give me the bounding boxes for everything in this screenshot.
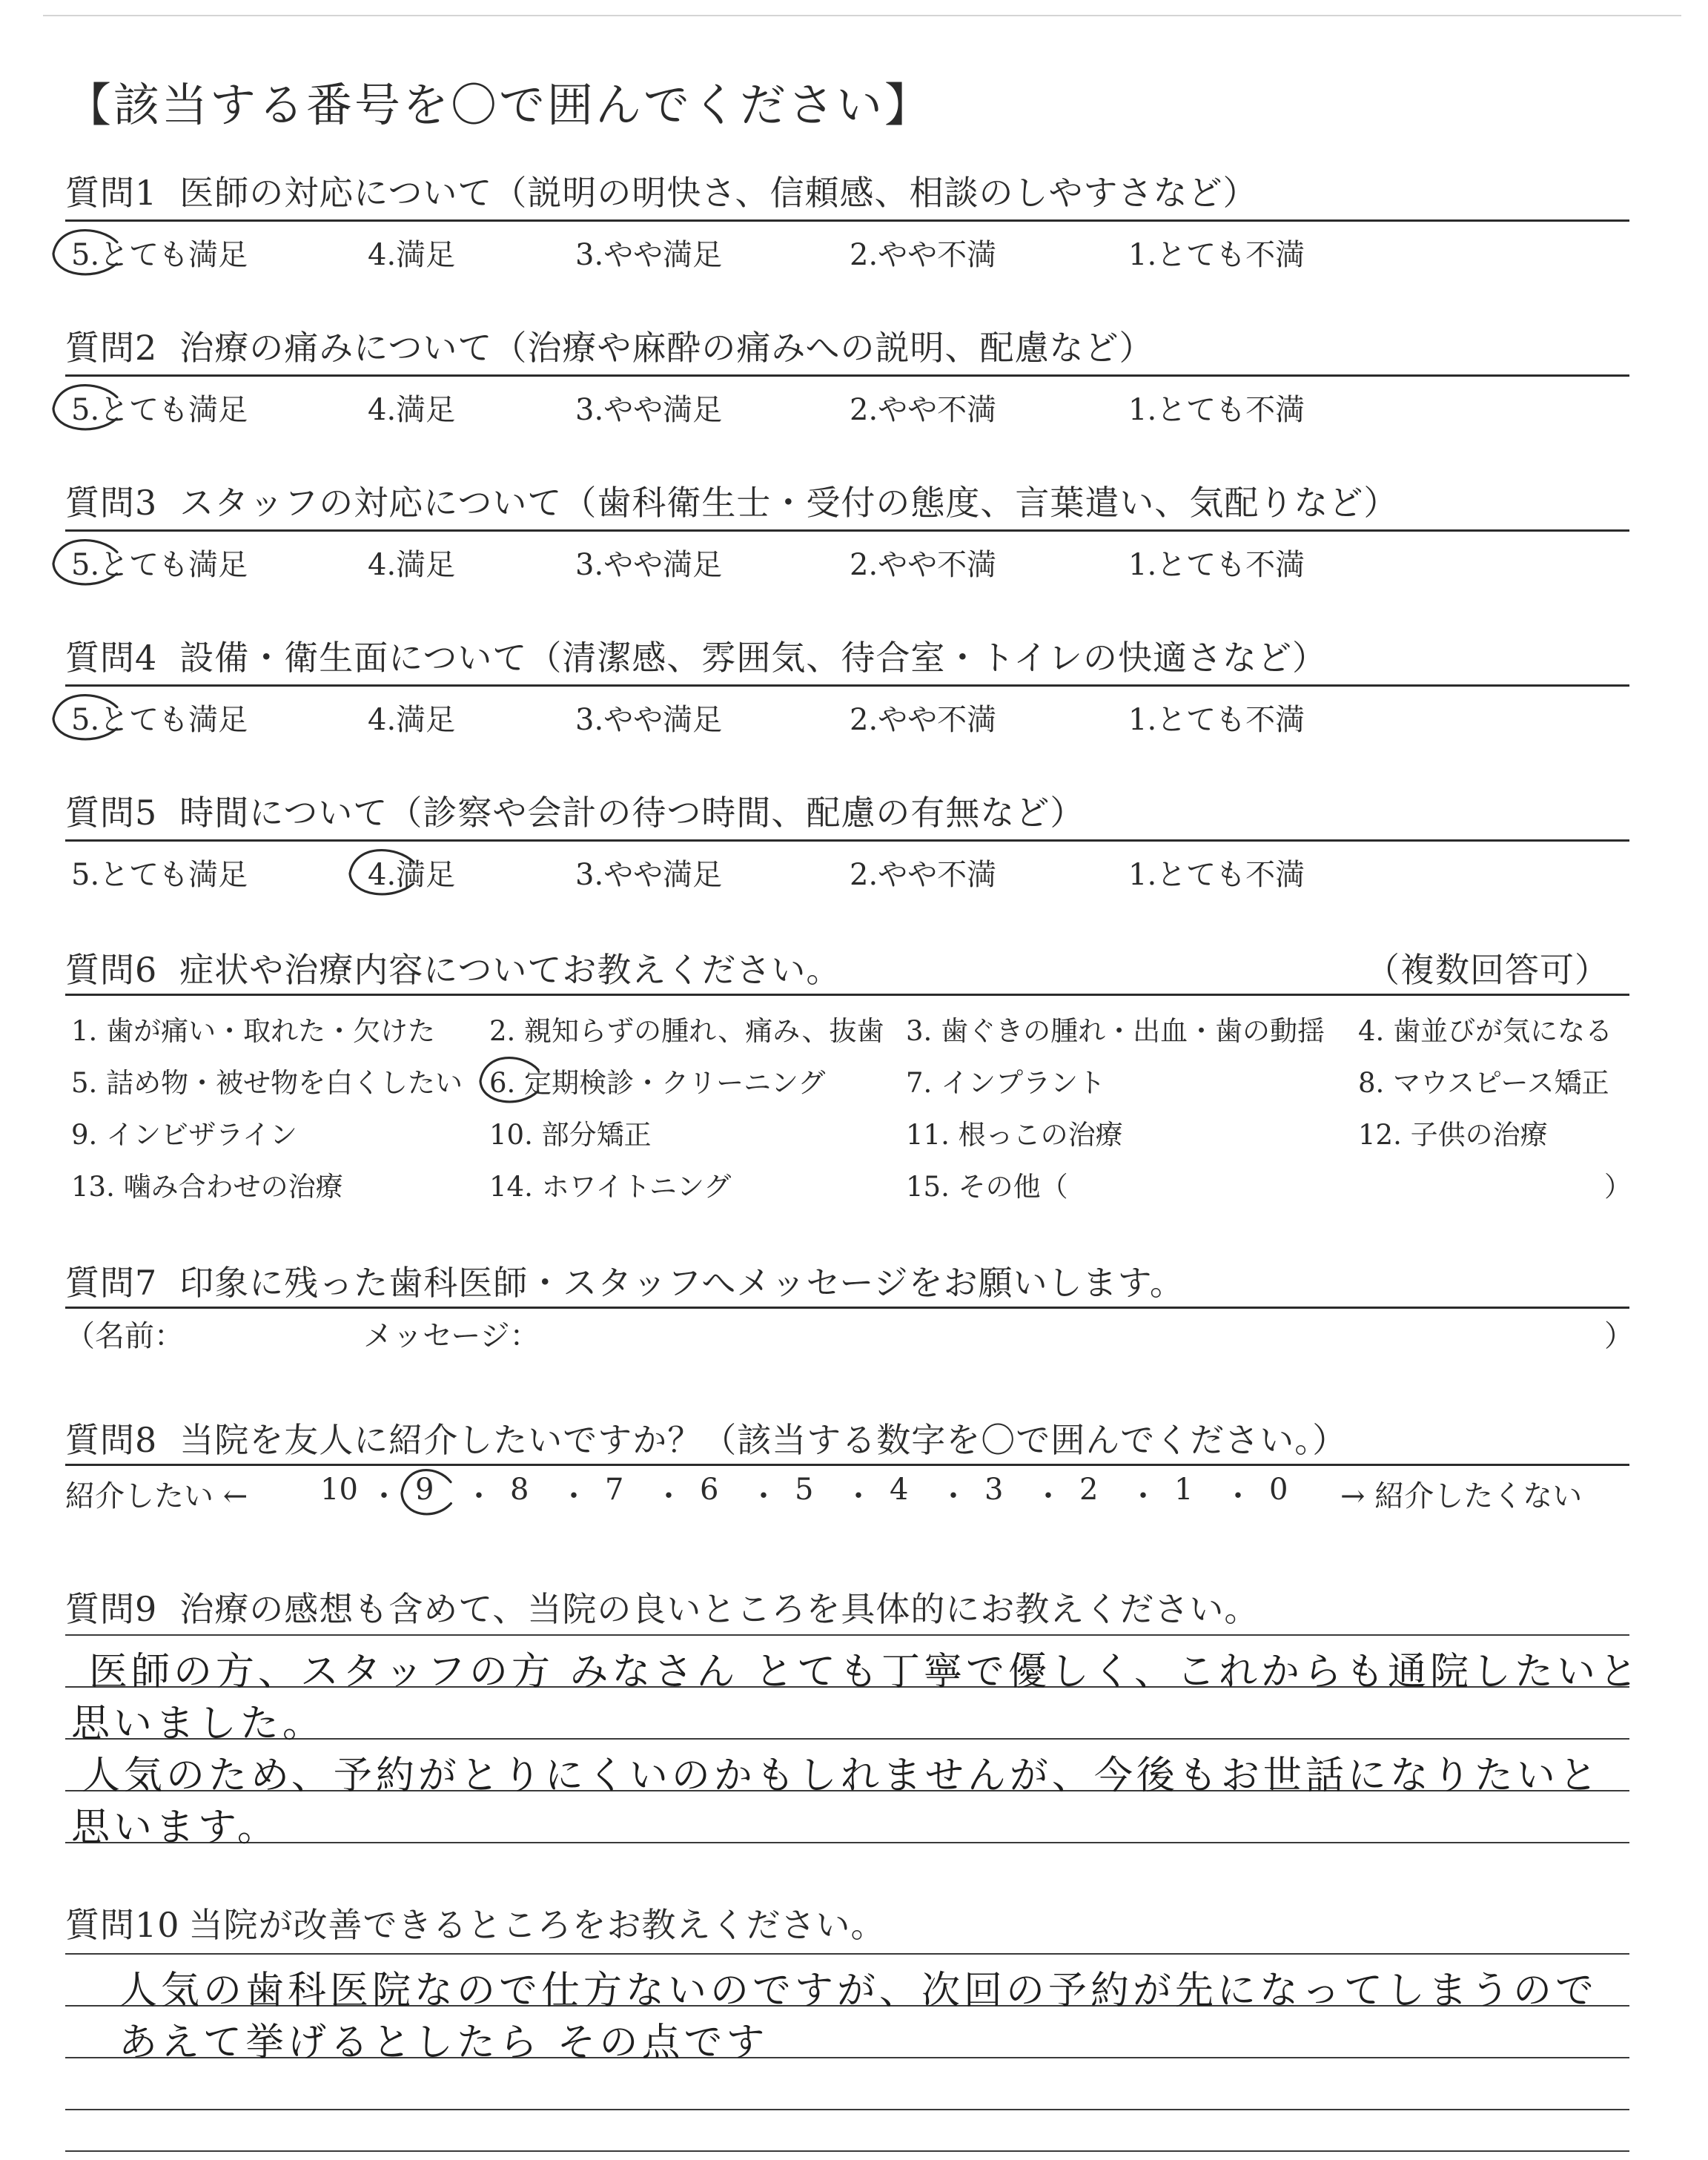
q4-option-4: 4.満足 — [368, 703, 456, 737]
q6-other-close: ） — [1604, 1171, 1632, 1203]
q8-separator: ・ — [844, 1479, 873, 1513]
q6-item-5: 5. 詰め物・被せ物を白くしたい — [71, 1067, 463, 1099]
q6-selection-circle — [471, 1048, 549, 1114]
q4-number: 質問4 — [65, 638, 158, 678]
q8-separator: ・ — [559, 1479, 589, 1513]
q3-option-2: 2.やや不満 — [850, 548, 997, 582]
q8-separator: ・ — [1033, 1479, 1063, 1513]
q6-item-3: 3. 歯ぐきの腫れ・出血・歯の動揺 — [906, 1015, 1325, 1047]
q8-scale-3: 3 — [984, 1473, 1004, 1507]
q8-scale-2: 2 — [1079, 1473, 1099, 1507]
q6-text: 症状や治療内容についてお教えください。 — [179, 950, 841, 990]
q8-separator: ・ — [464, 1479, 494, 1513]
q4-option-3: 3.やや満足 — [575, 703, 723, 737]
q8-scale-1: 1 — [1174, 1473, 1194, 1507]
q7-title — [65, 1256, 1185, 1305]
q6-item-1: 1. 歯が痛い・取れた・欠けた — [71, 1015, 436, 1047]
q1-option-2: 2.やや不満 — [850, 238, 997, 272]
q8-scale-4: 4 — [890, 1473, 909, 1507]
q1-title — [65, 166, 1258, 215]
q1-option-4: 4.満足 — [368, 238, 456, 272]
q2-option-1: 1.とても不満 — [1128, 393, 1305, 427]
q8-right-label: → 紹介したくない — [1340, 1479, 1583, 1513]
q1-number: 質問1 — [65, 173, 158, 213]
q3-selection-circle — [44, 531, 128, 596]
q1-rule — [65, 219, 1629, 222]
q1-option-5: 5.とても満足 — [71, 238, 248, 272]
q1-selection-circle — [44, 221, 128, 286]
q8-scale-6: 6 — [700, 1473, 719, 1507]
q5-number: 質問5 — [65, 793, 158, 833]
q4-option-2: 2.やや不満 — [850, 703, 997, 737]
q9-line-5 — [65, 1842, 1629, 1843]
q8-separator: ・ — [1128, 1479, 1158, 1513]
q1-text: 医師の対応について（説明の明快さ、信頼感、相談のしやすさなど） — [179, 173, 1258, 213]
q3-number: 質問3 — [65, 483, 158, 523]
q7-message-label: メッセージ： — [363, 1319, 540, 1353]
q2-option-5: 5.とても満足 — [71, 393, 248, 427]
q6-item-13: 13. 噛み合わせの治療 — [71, 1171, 343, 1203]
q10-line-1 — [65, 1953, 1629, 1955]
q3-text: スタッフの対応について（歯科衛生士・受付の態度、言葉遣い、気配りなど） — [179, 483, 1399, 523]
q6-item-7: 7. インプラント — [906, 1067, 1106, 1099]
q6-rule — [65, 994, 1629, 996]
q10-text: 当院が改善できるところをお教えください。 — [188, 1905, 886, 1945]
q6-item-8: 8. マウスピース矯正 — [1358, 1067, 1609, 1099]
q7-close: ） — [1604, 1319, 1634, 1353]
q2-text: 治療の痛みについて（治療や麻酔の痛みへの説明、配慮など） — [179, 328, 1154, 368]
q5-option-1: 1.とても不満 — [1128, 858, 1305, 892]
q8-separator: ・ — [654, 1479, 683, 1513]
q4-rule — [65, 684, 1629, 687]
q8-scale-5: 5 — [795, 1473, 814, 1507]
q8-title — [65, 1413, 1347, 1462]
q3-title — [65, 476, 1398, 525]
q6-item-11: 11. 根っこの治療 — [906, 1119, 1123, 1151]
q9-answer-line-3: 人気のため、予約がとりにくいのかもしれませんが、今後もお世話になりたいと — [82, 1754, 1601, 1798]
q6-item-15: 15. その他（ — [906, 1171, 1068, 1203]
q5-title — [65, 786, 1085, 835]
q2-rule — [65, 374, 1629, 377]
q9-number: 質問9 — [65, 1589, 158, 1629]
q10-answer-line-2: あえて挙げるとしたら その点です — [119, 2021, 769, 2065]
q6-item-12: 12. 子供の治療 — [1358, 1119, 1548, 1151]
q8-selection-circle — [393, 1461, 461, 1526]
q6-item-2: 2. 親知らずの腫れ、痛み、抜歯 — [489, 1015, 884, 1047]
q8-number: 質問8 — [65, 1420, 158, 1460]
q8-scale-8: 8 — [510, 1473, 529, 1507]
q2-option-2: 2.やや不満 — [850, 393, 997, 427]
q9-answer-line-2: 思いました。 — [71, 1702, 325, 1746]
q2-number: 質問2 — [65, 328, 158, 368]
q6-title — [65, 943, 841, 992]
q5-option-3: 3.やや満足 — [575, 858, 723, 892]
q1-option-1: 1.とても不満 — [1128, 238, 1305, 272]
q6-item-9: 9. インビザライン — [71, 1119, 297, 1151]
top-border — [43, 15, 1681, 16]
q10-line-4 — [65, 2109, 1629, 2110]
q8-rule — [65, 1464, 1629, 1466]
q4-selection-circle — [44, 686, 128, 751]
q3-option-5: 5.とても満足 — [71, 548, 248, 582]
q8-separator: ・ — [369, 1479, 399, 1513]
q2-option-3: 3.やや満足 — [575, 393, 723, 427]
q8-separator: ・ — [1223, 1479, 1253, 1513]
q4-option-1: 1.とても不満 — [1128, 703, 1305, 737]
q4-title — [65, 631, 1327, 680]
q8-left-label: 紹介したい ← — [65, 1479, 248, 1513]
q10-line-5 — [65, 2150, 1629, 2152]
q10-title — [65, 1898, 886, 1947]
q4-text: 設備・衛生面について（清潔感、雰囲気、待合室・トイレの快適さなど） — [179, 638, 1328, 678]
q8-separator: ・ — [939, 1479, 968, 1513]
q5-text: 時間について（診察や会計の待つ時間、配慮の有無など） — [179, 793, 1085, 833]
q5-rule — [65, 839, 1629, 842]
q4-option-5: 5.とても満足 — [71, 703, 248, 737]
q6-item-4: 4. 歯並びが気になる — [1358, 1015, 1613, 1047]
q8-scale-10: 10 — [320, 1473, 358, 1507]
q8-scale-7: 7 — [605, 1473, 624, 1507]
q5-option-5: 5.とても満足 — [71, 858, 248, 892]
q2-title — [65, 321, 1153, 370]
q8-scale-0: 0 — [1269, 1473, 1288, 1507]
q6-number: 質問6 — [65, 950, 158, 990]
q6-item-10: 10. 部分矯正 — [489, 1119, 652, 1151]
q3-option-3: 3.やや満足 — [575, 548, 723, 582]
q8-scale-9: 9 — [415, 1473, 434, 1507]
q9-text: 治療の感想も含めて、当院の良いところを具体的にお教えください。 — [179, 1589, 1260, 1629]
q2-option-4: 4.満足 — [368, 393, 456, 427]
q7-name-label: （名前： — [65, 1319, 184, 1353]
q5-option-2: 2.やや不満 — [850, 858, 997, 892]
q6-item-6: 6. 定期検診・クリーニング — [489, 1067, 826, 1099]
q2-selection-circle — [44, 376, 128, 441]
q5-selection-circle — [341, 841, 424, 906]
form-header: 【該当する番号を〇で囲んでください】 — [65, 78, 933, 132]
q5-option-4: 4.満足 — [368, 858, 456, 892]
q10-number: 質問10 — [65, 1905, 180, 1945]
q10-answer-line-1: 人気の歯科医院なので仕方ないのですが、次回の予約が先になってしまうので — [119, 1969, 1598, 2013]
q3-option-1: 1.とても不満 — [1128, 548, 1305, 582]
q6-item-14: 14. ホワイトニング — [489, 1171, 732, 1203]
q7-rule — [65, 1307, 1629, 1309]
q3-rule — [65, 529, 1629, 532]
q8-text: 当院を友人に紹介したいですか？（該当する数字を〇で囲んでください。） — [179, 1420, 1348, 1460]
q7-text: 印象に残った歯科医師・スタッフへメッセージをお願いします。 — [179, 1263, 1185, 1303]
q1-option-3: 3.やや満足 — [575, 238, 723, 272]
q9-answer-line-1: 医師の方、スタッフの方 みなさん とても丁寧で優しく、これからも通院したいと — [89, 1650, 1642, 1694]
q7-number: 質問7 — [65, 1263, 158, 1303]
q3-option-4: 4.満足 — [368, 548, 456, 582]
q6-note: （複数回答可） — [1366, 950, 1609, 990]
q9-answer-line-4: 思います。 — [71, 1806, 279, 1850]
q9-line-1 — [65, 1634, 1629, 1636]
q9-title — [65, 1582, 1259, 1631]
q8-separator: ・ — [749, 1479, 778, 1513]
